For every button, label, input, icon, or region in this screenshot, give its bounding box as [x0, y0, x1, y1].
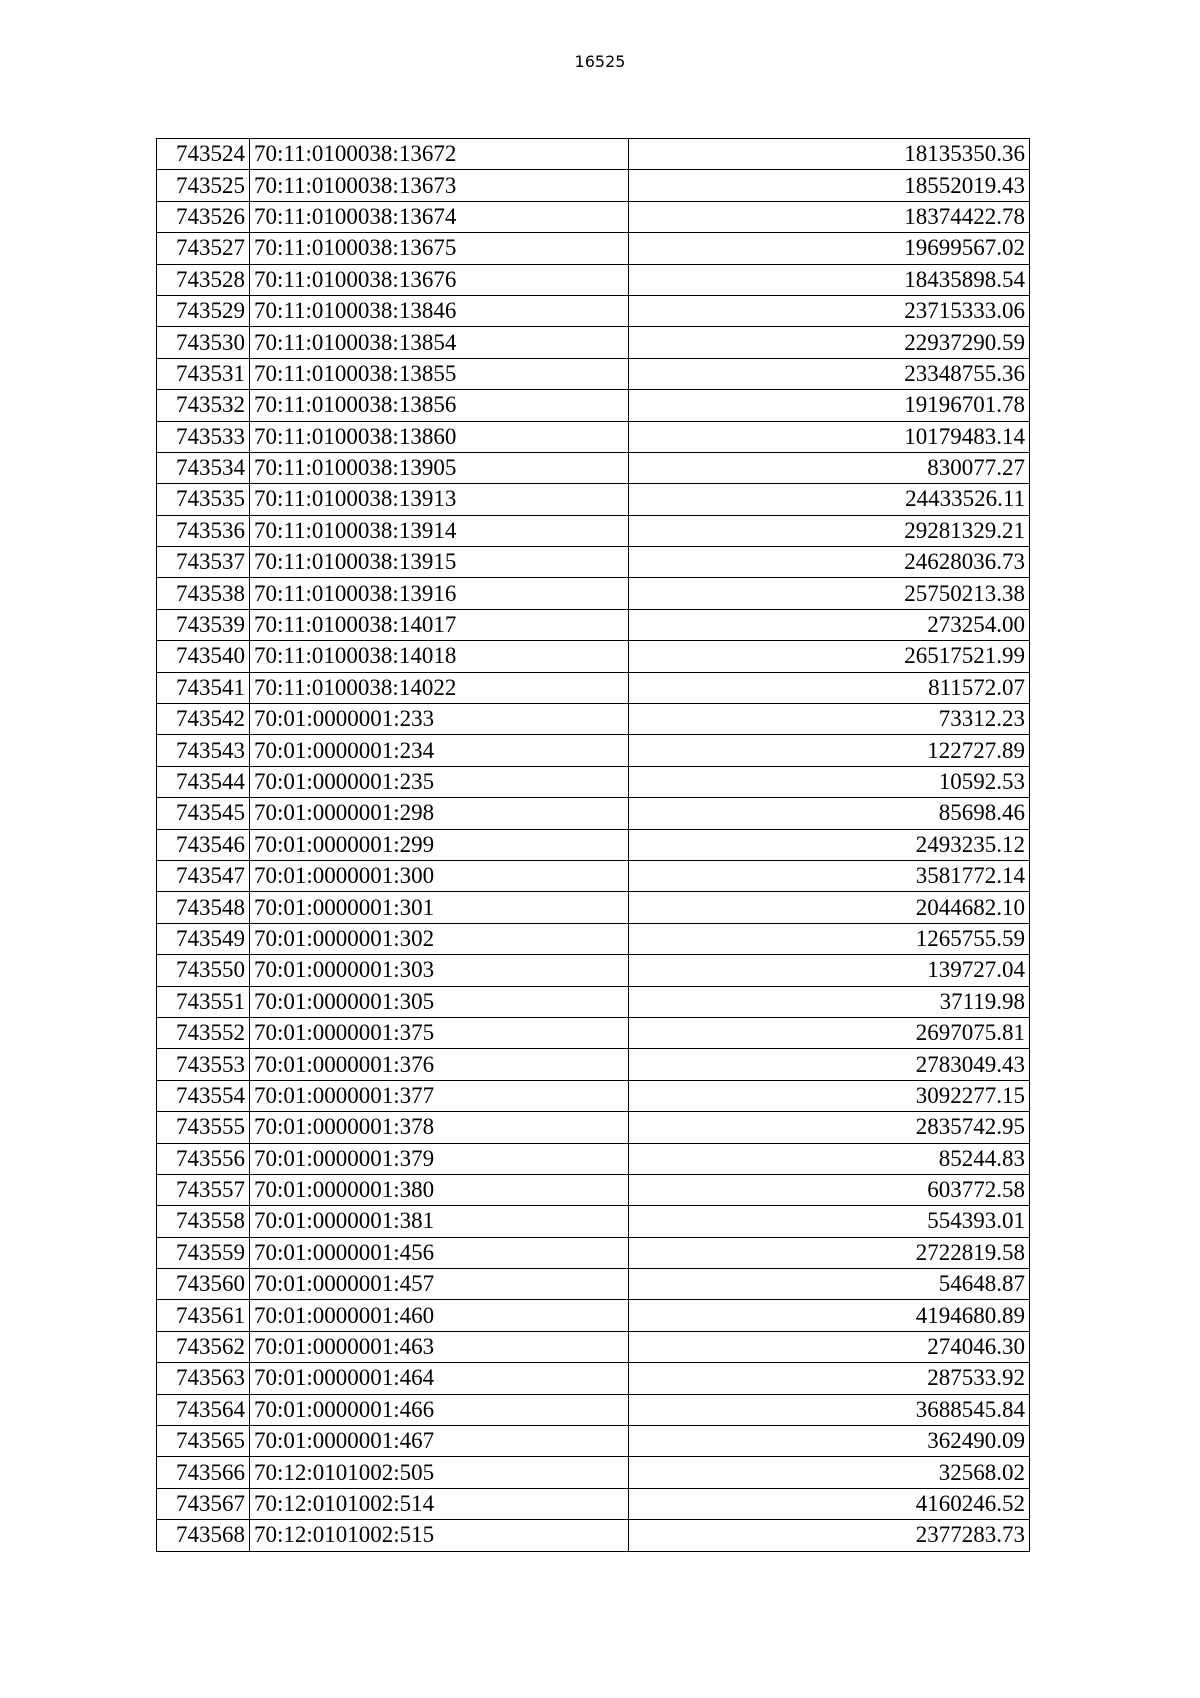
cadastral-number-cell: 70:01:0000001:460	[250, 1300, 629, 1331]
value-cell: 22937290.59	[629, 327, 1030, 358]
row-id-cell: 743524	[157, 139, 250, 170]
cadastral-number-cell: 70:01:0000001:463	[250, 1331, 629, 1362]
table-row	[157, 923, 1030, 954]
row-id-cell: 743561	[157, 1300, 250, 1331]
value-cell: 2697075.81	[629, 1017, 1030, 1048]
table-row	[157, 484, 1030, 515]
row-id-cell: 743563	[157, 1363, 250, 1394]
value-cell: 85244.83	[629, 1143, 1030, 1174]
table-row	[157, 170, 1030, 201]
table-row	[157, 1457, 1030, 1488]
table-row	[157, 1017, 1030, 1048]
table-row	[157, 515, 1030, 546]
row-id-cell: 743552	[157, 1017, 250, 1048]
row-id-cell: 743536	[157, 515, 250, 546]
value-cell: 1265755.59	[629, 923, 1030, 954]
value-cell: 830077.27	[629, 452, 1030, 483]
cadastral-number-cell: 70:01:0000001:379	[250, 1143, 629, 1174]
cadastral-number-cell: 70:01:0000001:235	[250, 766, 629, 797]
table-row	[157, 766, 1030, 797]
cadastral-number-cell: 70:01:0000001:305	[250, 986, 629, 1017]
cadastral-number-cell: 70:01:0000001:299	[250, 829, 629, 860]
value-cell: 3581772.14	[629, 860, 1030, 891]
cadastral-number-cell: 70:01:0000001:378	[250, 1112, 629, 1143]
value-cell: 85698.46	[629, 798, 1030, 829]
row-id-cell: 743549	[157, 923, 250, 954]
cadastral-number-cell: 70:01:0000001:298	[250, 798, 629, 829]
row-id-cell: 743564	[157, 1394, 250, 1425]
table-row	[157, 986, 1030, 1017]
cadastral-number-cell: 70:11:0100038:13905	[250, 452, 629, 483]
cadastral-number-cell: 70:01:0000001:233	[250, 704, 629, 735]
row-id-cell: 743559	[157, 1237, 250, 1268]
table-row	[157, 201, 1030, 232]
table-row	[157, 735, 1030, 766]
page-number: 16525	[574, 52, 626, 71]
cadastral-number-cell: 70:12:0101002:515	[250, 1520, 629, 1551]
row-id-cell: 743555	[157, 1112, 250, 1143]
row-id-cell: 743556	[157, 1143, 250, 1174]
row-id-cell: 743566	[157, 1457, 250, 1488]
row-id-cell: 743565	[157, 1426, 250, 1457]
row-id-cell: 743540	[157, 641, 250, 672]
cadastral-number-cell: 70:01:0000001:302	[250, 923, 629, 954]
row-id-cell: 743545	[157, 798, 250, 829]
row-id-cell: 743535	[157, 484, 250, 515]
table-row	[157, 1143, 1030, 1174]
cadastral-number-cell: 70:11:0100038:13846	[250, 295, 629, 326]
cadastral-number-cell: 70:01:0000001:466	[250, 1394, 629, 1425]
cadastral-number-cell: 70:01:0000001:381	[250, 1206, 629, 1237]
cadastral-number-cell: 70:11:0100038:13913	[250, 484, 629, 515]
value-cell: 24433526.11	[629, 484, 1030, 515]
value-cell: 24628036.73	[629, 547, 1030, 578]
row-id-cell: 743525	[157, 170, 250, 201]
row-id-cell: 743539	[157, 609, 250, 640]
value-cell: 29281329.21	[629, 515, 1030, 546]
row-id-cell: 743547	[157, 860, 250, 891]
value-cell: 19196701.78	[629, 390, 1030, 421]
cadastral-number-cell: 70:11:0100038:13673	[250, 170, 629, 201]
value-cell: 23348755.36	[629, 358, 1030, 389]
row-id-cell: 743551	[157, 986, 250, 1017]
cadastral-number-cell: 70:01:0000001:301	[250, 892, 629, 923]
value-cell: 811572.07	[629, 672, 1030, 703]
value-cell: 3688545.84	[629, 1394, 1030, 1425]
cadastral-number-cell: 70:11:0100038:13860	[250, 421, 629, 452]
value-cell: 32568.02	[629, 1457, 1030, 1488]
row-id-cell: 743560	[157, 1269, 250, 1300]
cadastral-number-cell: 70:11:0100038:13676	[250, 264, 629, 295]
value-cell: 122727.89	[629, 735, 1030, 766]
table-row	[157, 1363, 1030, 1394]
cadastral-number-cell: 70:11:0100038:13854	[250, 327, 629, 358]
table-row	[157, 672, 1030, 703]
table-body	[157, 139, 1030, 1552]
value-cell: 139727.04	[629, 955, 1030, 986]
value-cell: 23715333.06	[629, 295, 1030, 326]
table-row	[157, 955, 1030, 986]
row-id-cell: 743548	[157, 892, 250, 923]
cadastral-number-cell: 70:01:0000001:234	[250, 735, 629, 766]
value-cell: 2722819.58	[629, 1237, 1030, 1268]
cadastral-number-cell: 70:11:0100038:13914	[250, 515, 629, 546]
row-id-cell: 743558	[157, 1206, 250, 1237]
row-id-cell: 743526	[157, 201, 250, 232]
cadastral-number-cell: 70:01:0000001:300	[250, 860, 629, 891]
row-id-cell: 743562	[157, 1331, 250, 1362]
cadastral-number-cell: 70:11:0100038:13856	[250, 390, 629, 421]
table-row	[157, 1206, 1030, 1237]
row-id-cell: 743546	[157, 829, 250, 860]
value-cell: 4194680.89	[629, 1300, 1030, 1331]
table-row	[157, 1394, 1030, 1425]
cadastral-number-cell: 70:01:0000001:375	[250, 1017, 629, 1048]
value-cell: 18435898.54	[629, 264, 1030, 295]
table-row	[157, 421, 1030, 452]
value-cell: 287533.92	[629, 1363, 1030, 1394]
value-cell: 19699567.02	[629, 233, 1030, 264]
row-id-cell: 743557	[157, 1174, 250, 1205]
value-cell: 2783049.43	[629, 1049, 1030, 1080]
table-row	[157, 233, 1030, 264]
cadastral-number-cell: 70:11:0100038:13672	[250, 139, 629, 170]
row-id-cell: 743542	[157, 704, 250, 735]
value-cell: 2044682.10	[629, 892, 1030, 923]
table-row	[157, 139, 1030, 170]
value-cell: 273254.00	[629, 609, 1030, 640]
value-cell: 362490.09	[629, 1426, 1030, 1457]
table-row	[157, 860, 1030, 891]
row-id-cell: 743534	[157, 452, 250, 483]
table-row	[157, 609, 1030, 640]
table-row	[157, 390, 1030, 421]
value-cell: 25750213.38	[629, 578, 1030, 609]
table-row	[157, 1426, 1030, 1457]
value-cell: 73312.23	[629, 704, 1030, 735]
table-row	[157, 1488, 1030, 1519]
cadastral-number-cell: 70:01:0000001:464	[250, 1363, 629, 1394]
cadastral-number-cell: 70:01:0000001:303	[250, 955, 629, 986]
cadastral-number-cell: 70:01:0000001:377	[250, 1080, 629, 1111]
table-row	[157, 1300, 1030, 1331]
cadastral-number-cell: 70:01:0000001:380	[250, 1174, 629, 1205]
value-cell: 26517521.99	[629, 641, 1030, 672]
value-cell: 10592.53	[629, 766, 1030, 797]
row-id-cell: 743538	[157, 578, 250, 609]
row-id-cell: 743541	[157, 672, 250, 703]
value-cell: 603772.58	[629, 1174, 1030, 1205]
cadastral-number-cell: 70:11:0100038:14018	[250, 641, 629, 672]
table-row	[157, 1112, 1030, 1143]
row-id-cell: 743533	[157, 421, 250, 452]
table-row	[157, 1331, 1030, 1362]
value-cell: 37119.98	[629, 986, 1030, 1017]
row-id-cell: 743531	[157, 358, 250, 389]
row-id-cell: 743543	[157, 735, 250, 766]
row-id-cell: 743532	[157, 390, 250, 421]
row-id-cell: 743530	[157, 327, 250, 358]
value-cell: 274046.30	[629, 1331, 1030, 1362]
row-id-cell: 743550	[157, 955, 250, 986]
cadastral-value-table	[156, 138, 1030, 1552]
row-id-cell: 743568	[157, 1520, 250, 1551]
table-row	[157, 578, 1030, 609]
table-row	[157, 892, 1030, 923]
cadastral-number-cell: 70:11:0100038:13915	[250, 547, 629, 578]
value-cell: 554393.01	[629, 1206, 1030, 1237]
table-row	[157, 358, 1030, 389]
cadastral-number-cell: 70:01:0000001:457	[250, 1269, 629, 1300]
table-row	[157, 1080, 1030, 1111]
row-id-cell: 743528	[157, 264, 250, 295]
row-id-cell: 743537	[157, 547, 250, 578]
table-row	[157, 829, 1030, 860]
cadastral-number-cell: 70:01:0000001:456	[250, 1237, 629, 1268]
cadastral-number-cell: 70:11:0100038:13916	[250, 578, 629, 609]
cadastral-number-cell: 70:11:0100038:14017	[250, 609, 629, 640]
table-row	[157, 547, 1030, 578]
cadastral-number-cell: 70:11:0100038:13674	[250, 201, 629, 232]
row-id-cell: 743553	[157, 1049, 250, 1080]
table-row	[157, 704, 1030, 735]
value-cell: 4160246.52	[629, 1488, 1030, 1519]
value-cell: 2835742.95	[629, 1112, 1030, 1143]
table-row	[157, 295, 1030, 326]
table-row	[157, 798, 1030, 829]
cadastral-number-cell: 70:01:0000001:467	[250, 1426, 629, 1457]
row-id-cell: 743529	[157, 295, 250, 326]
value-cell: 2493235.12	[629, 829, 1030, 860]
table-row	[157, 264, 1030, 295]
value-cell: 10179483.14	[629, 421, 1030, 452]
row-id-cell: 743544	[157, 766, 250, 797]
table-row	[157, 641, 1030, 672]
cadastral-number-cell: 70:12:0101002:505	[250, 1457, 629, 1488]
cadastral-number-cell: 70:01:0000001:376	[250, 1049, 629, 1080]
cadastral-number-cell: 70:11:0100038:13675	[250, 233, 629, 264]
row-id-cell: 743554	[157, 1080, 250, 1111]
row-id-cell: 743567	[157, 1488, 250, 1519]
row-id-cell: 743527	[157, 233, 250, 264]
cadastral-number-cell: 70:12:0101002:514	[250, 1488, 629, 1519]
cadastral-number-cell: 70:11:0100038:14022	[250, 672, 629, 703]
value-cell: 18374422.78	[629, 201, 1030, 232]
table-row	[157, 1174, 1030, 1205]
table-row	[157, 327, 1030, 358]
value-cell: 18135350.36	[629, 139, 1030, 170]
table-row	[157, 1049, 1030, 1080]
value-cell: 18552019.43	[629, 170, 1030, 201]
table-row	[157, 1269, 1030, 1300]
cadastral-number-cell: 70:11:0100038:13855	[250, 358, 629, 389]
value-cell: 54648.87	[629, 1269, 1030, 1300]
table-row	[157, 452, 1030, 483]
table-row	[157, 1237, 1030, 1268]
table-row	[157, 1520, 1030, 1551]
value-cell: 3092277.15	[629, 1080, 1030, 1111]
value-cell: 2377283.73	[629, 1520, 1030, 1551]
